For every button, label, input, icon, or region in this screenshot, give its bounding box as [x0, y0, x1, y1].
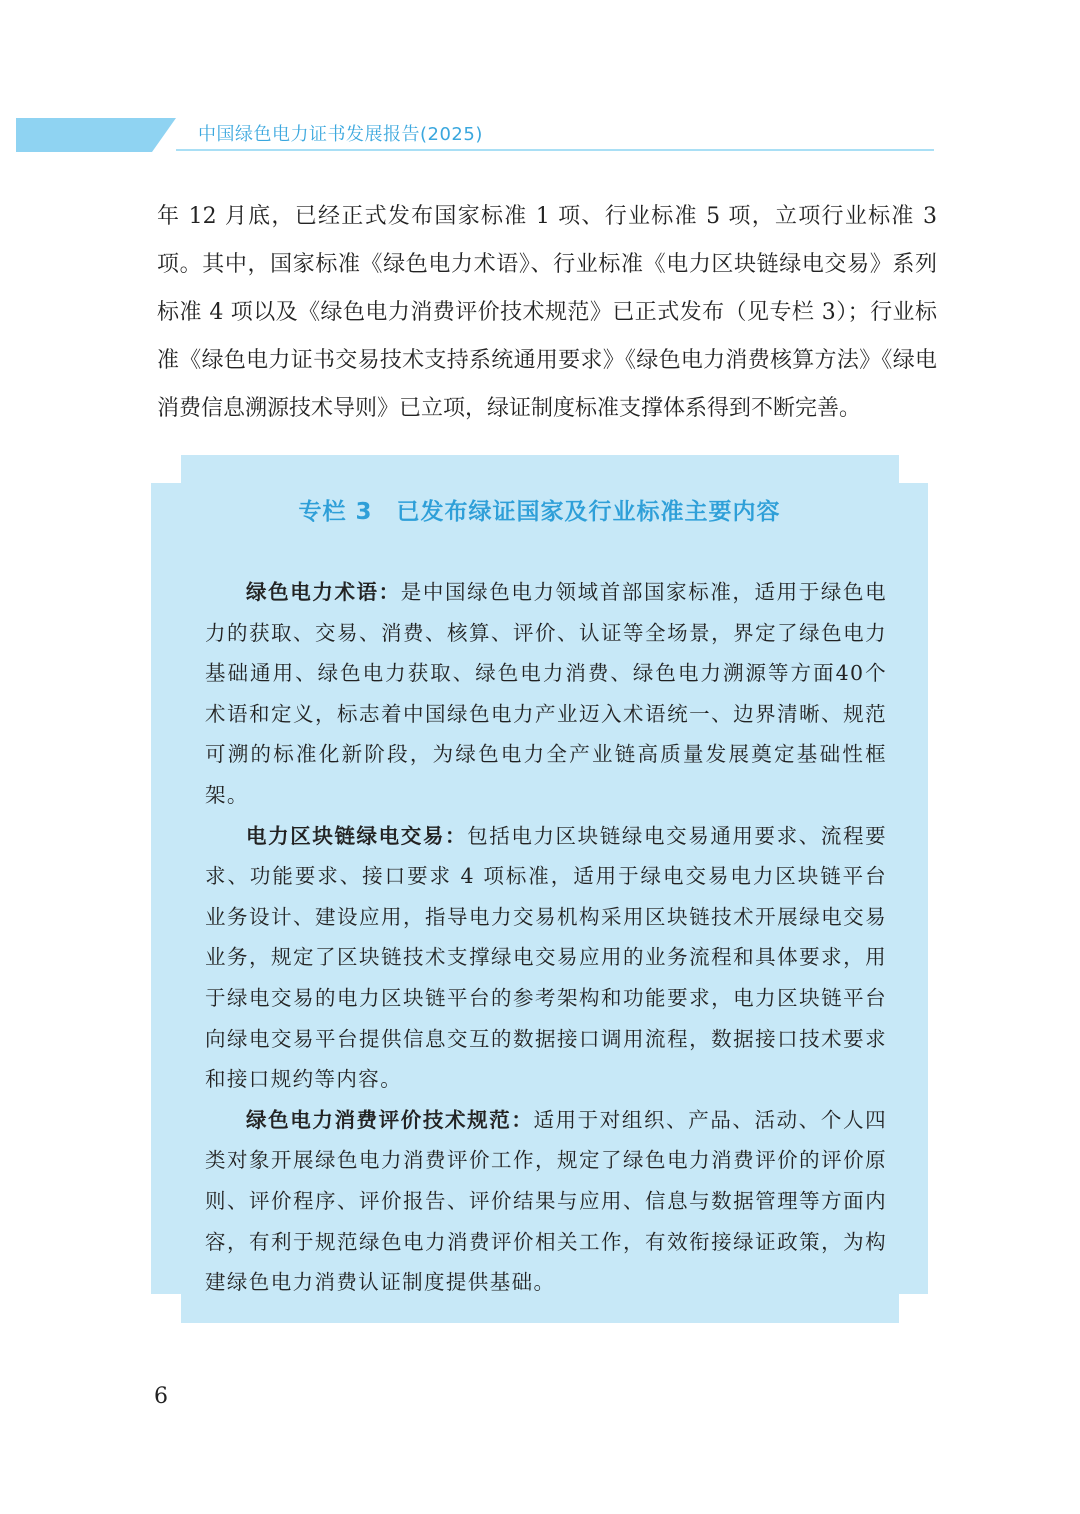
sidebar-box-content — [205, 572, 887, 1303]
standard-item — [205, 1100, 887, 1303]
page-number: 6 — [154, 1384, 168, 1409]
header-decoration-bar — [16, 118, 176, 152]
standard-term: 绿色电力术语： — [246, 580, 401, 604]
body-paragraph: 年 12 月底，已经正式发布国家标准 1 项、行业标准 5 项，立项行业标准 3 项。其中，国家标准《绿色电力术语》、行业标准《电力区块链绿电交易》系列标准 4 项以及《绿色电力消费评价技术规范》已正式发布（见专栏 3）；行业标准《绿色电力证书交易技术支持系统通用要求》《绿色电力消费核算方法》《绿电消费信息溯源技术导则》已立项，绿证制度标准支撑体系得到不断完善。 — [157, 204, 937, 421]
standard-description: 包括电力区块链绿电交易通用要求、流程要求、功能要求、接口要求 4 项标准，适用于绿电交易电力区块链平台业务设计、建设应用，指导电力交易机构采用区块链技术开展绿电交易业务，规定了区块链技术支撑绿电交易应用的业务流程和具体要求，用于绿电交易的电力区块链平台的参考架构和功能要求，电力区块链平台向绿电交易平台提供信息交互的数据接口调用流程，数据接口技术要求和接口规约等内容。 — [205, 823, 887, 1092]
sidebar-box-title: 专栏 3 已发布绿证国家及行业标准主要内容 — [298, 499, 781, 525]
standard-term: 绿色电力消费评价技术规范： — [246, 1107, 534, 1132]
standard-description: 适用于对组织、产品、活动、个人四类对象开展绿色电力消费评价工作，规定了绿色电力消费评价的评价原则、评价程序、评价报告、评价结果与应用、信息与数据管理等方面内容，有利于规范绿色电力消费评价相关工作，有效衔接绿证政策，为构建绿色电力消费认证制度提供基础。 — [205, 1107, 887, 1295]
standard-item — [205, 816, 887, 1100]
standard-description: 是中国绿色电力领域首部国家标准，适用于绿色电力的获取、交易、消费、核算、评价、认证等全场景，界定了绿色电力基础通用、绿色电力获取、绿色电力消费、绿色电力溯源等方面40个术语和定义，标志着中国绿色电力产业迈入术语统一、边界清晰、规范可溯的标准化新阶段，为绿色电力全产业链高质量发展奠定基础性框架。 — [205, 580, 887, 807]
header-rule — [176, 149, 934, 151]
running-header-title: 中国绿色电力证书发展报告(2025) — [198, 124, 483, 145]
standard-term: 电力区块链绿电交易： — [246, 823, 468, 848]
standard-item — [205, 572, 887, 816]
